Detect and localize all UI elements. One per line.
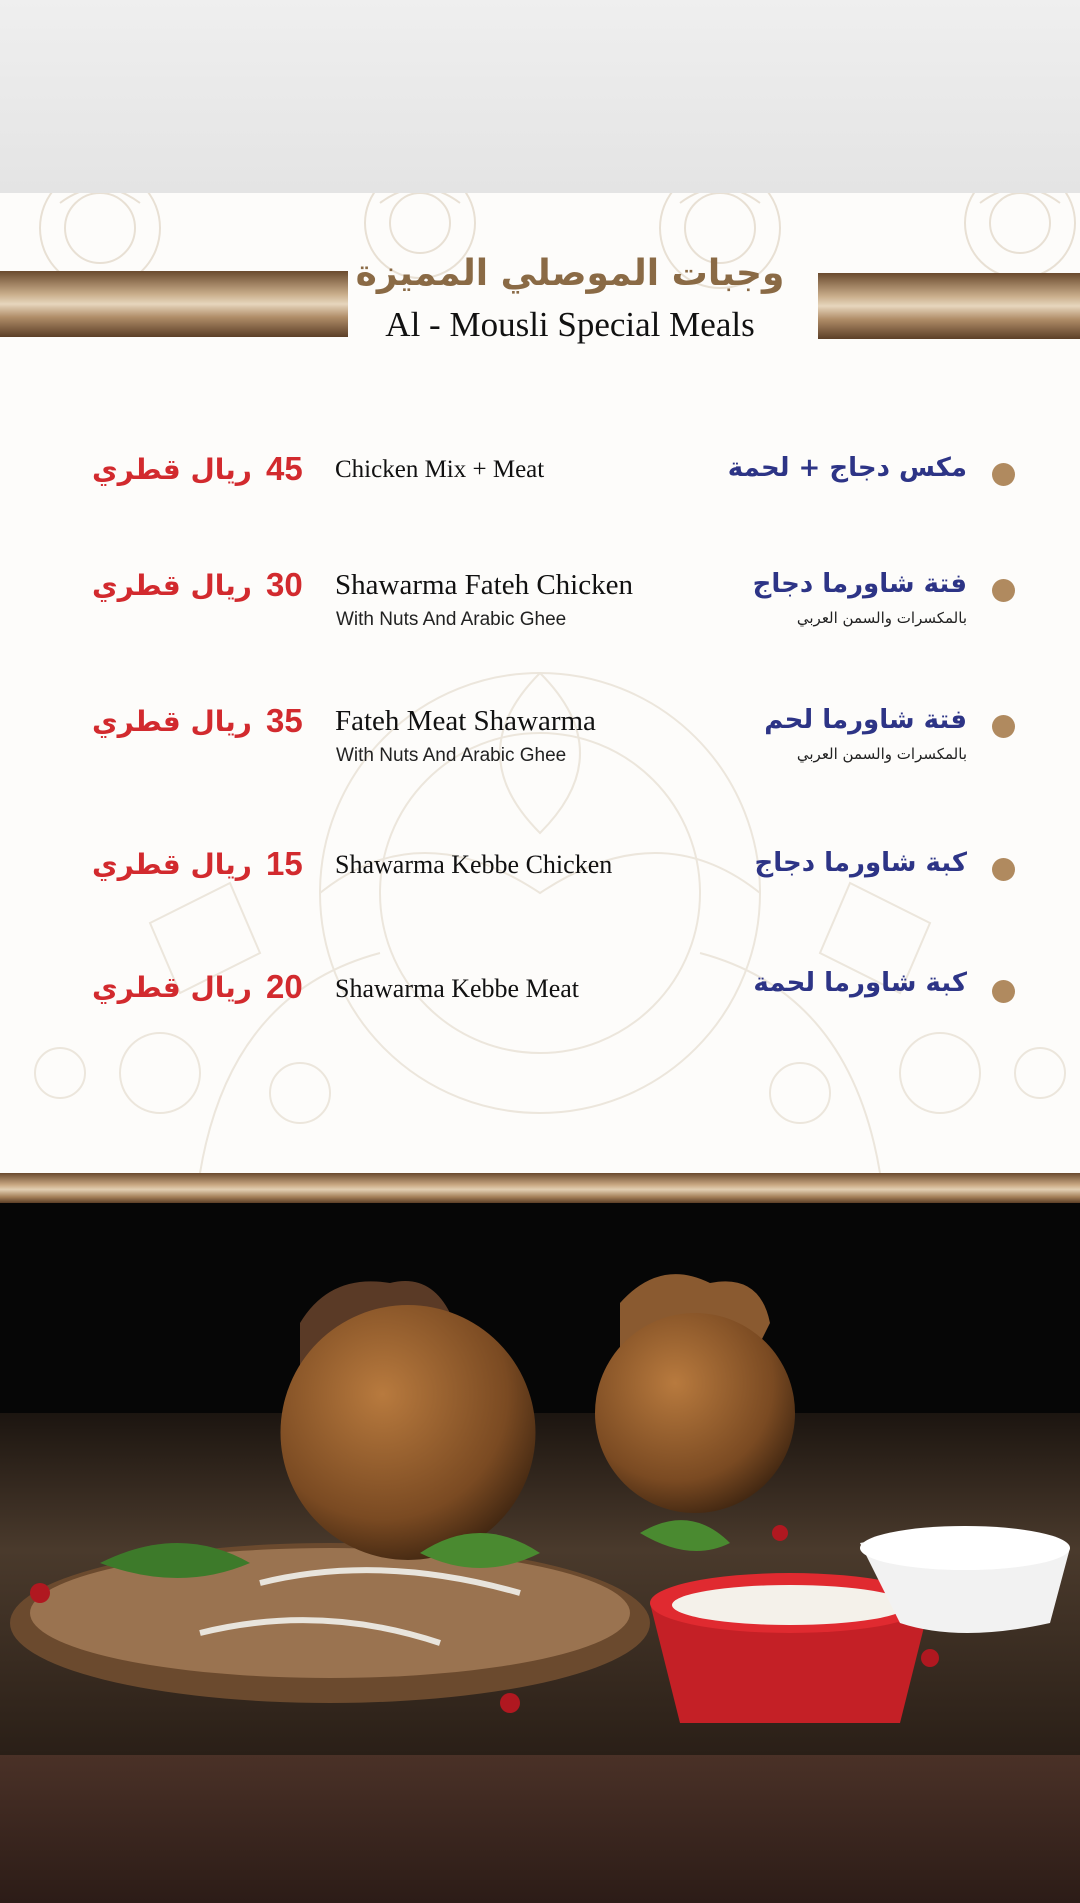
top-bar: [0, 0, 1080, 193]
title-english: Al - Mousli Special Meals: [385, 305, 755, 344]
item-price: 30: [266, 566, 303, 603]
header-band-left: [0, 271, 348, 337]
item-currency: ريال قطري: [92, 453, 252, 486]
item-currency: ريال قطري: [92, 848, 252, 881]
item-price: 20: [266, 968, 303, 1005]
bullet-icon: [992, 463, 1015, 486]
menu-panel: [0, 193, 1080, 1173]
item-name-english: Shawarma Kebbe Meat: [335, 974, 580, 1003]
item-name-arabic: كبة شاورما لحمة: [753, 968, 967, 998]
bullet-icon: [992, 858, 1015, 881]
kebbe-shawarma-illustration: [0, 1203, 1080, 1755]
item-name-english: Shawarma Kebbe Chicken: [335, 850, 613, 879]
item-description-english: With Nuts And Arabic Ghee: [336, 745, 567, 766]
item-name-arabic: فتة شاورما دجاج: [752, 569, 967, 599]
item-price: 35: [266, 702, 303, 739]
item-name-english: Shawarma Fateh Chicken: [335, 569, 633, 601]
item-currency: ريال قطري: [92, 971, 252, 1004]
bullet-icon: [992, 980, 1015, 1003]
item-name-english: Chicken Mix + Meat: [335, 456, 545, 483]
footer-bar: [0, 1755, 1080, 1903]
item-currency: ريال قطري: [92, 705, 252, 738]
item-description-arabic: بالمكسرات والسمن العربي: [796, 745, 967, 763]
footer-band: [0, 1173, 1080, 1203]
item-name-arabic: كبة شاورما دجاج: [754, 848, 967, 878]
item-description-arabic: بالمكسرات والسمن العربي: [796, 609, 967, 627]
header-band-right: [818, 273, 1080, 339]
bullet-icon: [992, 579, 1015, 602]
item-currency: ريال قطري: [92, 569, 252, 602]
title-arabic: وجبات الموصلي المميزة: [355, 253, 785, 294]
item-name-arabic: فتة شاورما لحم: [764, 705, 967, 735]
item-name-arabic: مكس دجاج + لحمة: [727, 453, 967, 483]
item-price: 45: [266, 450, 303, 487]
item-price: 15: [266, 845, 303, 882]
food-photo: [0, 1203, 1080, 1755]
bullet-icon: [992, 715, 1015, 738]
item-description-english: With Nuts And Arabic Ghee: [336, 609, 567, 630]
item-name-english: Fateh Meat Shawarma: [335, 705, 596, 737]
